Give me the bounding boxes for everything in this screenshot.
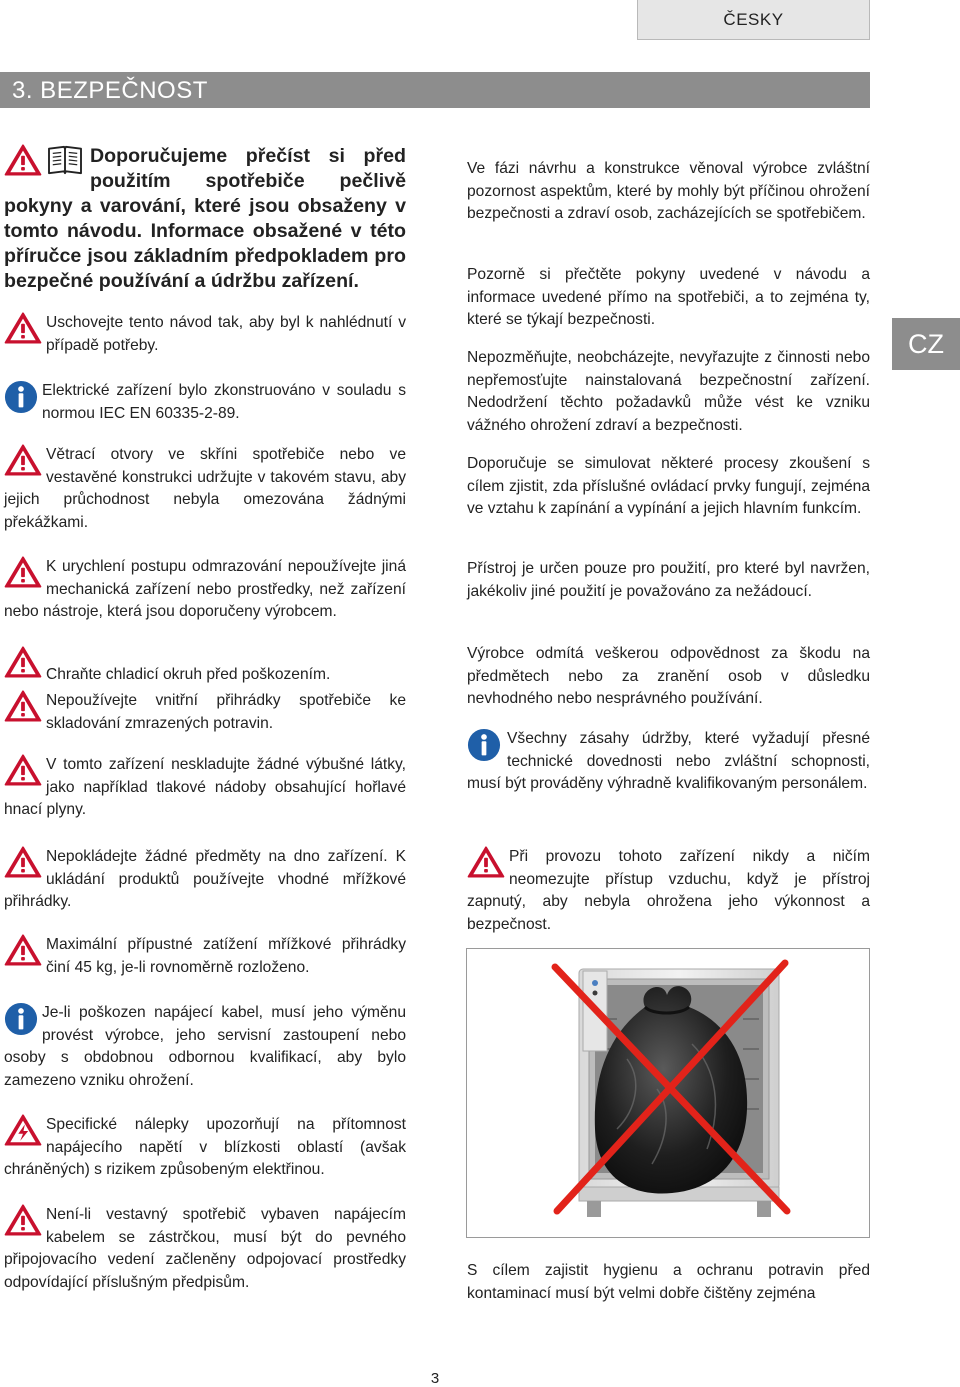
safety-item-text: Větrací otvory ve skříni spotřebiče nebo ve vestavěné konstrukci udržujte v takovém stavu, aby jejich průchodnost nebyla omezována žádnými překážkami. xyxy=(4,446,406,531)
paragraph: Přístroj je určen pouze pro použití, pro které byl navržen, jakékoliv jiné použití je považováno za nežádoucí. xyxy=(467,560,870,600)
section-title: 3. BEZPEČNOST xyxy=(0,72,870,108)
safety-item-text: Chraňte chladicí okruh před poškozením. xyxy=(46,666,331,683)
safety-item-text: Všechny zásahy údržby, které vyžadují přesné technické dovednosti nebo zvláštní schopnosti, musí být prováděny výhradně kvalifikovaným personálem. xyxy=(467,730,870,792)
manual-book-icon xyxy=(46,144,84,176)
safety-item-text: V tomto zařízení neskladujte žádné výbušné látky, jako například tlakové nádoby obsahující hořlavé hnací plyny. xyxy=(4,756,406,818)
warning-icon xyxy=(4,934,42,966)
safety-item xyxy=(4,934,406,979)
warning-icon xyxy=(4,1204,42,1236)
warning-icon xyxy=(4,646,42,678)
safety-item xyxy=(4,312,406,357)
warning-icon xyxy=(4,144,42,176)
paragraph: Nepozměňujte, neobcházejte, nevyřazujte z činnosti nebo nepřemosťujte nainstalovaná bezpečnostní zařízení. Nedodržení těchto požadavků může vést ke vzniku vážného ohrožení zdraví a bezpečnosti. xyxy=(467,349,870,434)
paragraph: Doporučuje se simulovat některé procesy zkoušení s cílem zjistit, zda příslušné ovládací prvky fungují, zejména ve vztahu k zapínání a vypínání a jejich hlavním funkcím. xyxy=(467,455,870,517)
safety-item-text: Specifické nálepky upozorňují na přítomnost napájecího napětí v blízkosti oblastí (avšak chráněných) s rizikem způsobeným elektřinou. xyxy=(4,1116,406,1178)
safety-item xyxy=(4,690,406,735)
info-icon xyxy=(467,728,501,762)
safety-item xyxy=(4,1114,406,1182)
page-number: 3 xyxy=(430,1370,440,1387)
info-icon xyxy=(4,1002,38,1036)
safety-item-text: Je-li poškozen napájecí kabel, musí jeho výměnu provést výrobce, jeho servisní zastoupení nebo osoby s obdobnou odbornou kvalifikací, aby bylo zamezeno vzniku ohrožení. xyxy=(4,1004,406,1089)
warning-icon xyxy=(4,846,42,878)
paragraph: Výrobce odmítá veškerou odpovědnost za škodu na předmětech nebo za zranění osob v důsledku nevhodného nebo nesprávného používání. xyxy=(467,645,870,707)
paragraph: Pozorně si přečtěte pokyny uvedené v návodu a informace uvedené přímo na spotřebiči, a to zejména ty, které se týkají bezpečnosti. xyxy=(467,266,870,328)
safety-item xyxy=(4,754,406,822)
electric-hazard-icon xyxy=(4,1114,42,1146)
safety-item-text: Maximální přípustné zatížení mřížkové přihrádky činí 45 kg, je-li rovnoměrně rozloženo. xyxy=(46,936,406,976)
safety-item xyxy=(4,1002,406,1092)
warning-icon xyxy=(467,846,505,878)
warning-icon xyxy=(4,312,42,344)
safety-item-text: Nepoužívejte vnitřní přihrádky spotřebiče ke skladování zmrazených potravin. xyxy=(46,692,406,732)
safety-item xyxy=(4,444,406,534)
safety-item xyxy=(4,1204,406,1294)
warning-icon xyxy=(4,690,42,722)
safety-item-text: Elektrické zařízení bylo zkonstruováno v souladu s normou IEC EN 60335-2-89. xyxy=(42,382,406,422)
safety-item-text: K urychlení postupu odmrazování nepoužívejte jiná mechanická zařízení nebo prostředky, než zařízení nebo nástroje, která jsou doporučeny výrobcem. xyxy=(4,558,406,620)
safety-item xyxy=(467,846,870,936)
language-tab: ČESKY xyxy=(637,0,870,40)
warning-icon xyxy=(4,556,42,588)
warning-icon xyxy=(4,444,42,476)
info-icon xyxy=(4,380,38,414)
safety-item-text: Není-li vestavný spotřebič vybaven napájecím kabelem se zástrčkou, musí být do pevného připojovacího vedení začleněny odpojovací prostředky odpovídající příslušným předpisům. xyxy=(4,1206,406,1291)
paragraph: S cílem zajistit hygienu a ochranu potravin před kontaminací musí být velmi dobře čištěny zejména xyxy=(467,1262,870,1302)
safety-item-text: Nepokládejte žádné předměty na dno zařízení. K ukládání produktů používejte vhodné mřížkové přihrádky. xyxy=(4,848,406,910)
forbidden-bag-illustration xyxy=(466,948,870,1238)
safety-item-text: Uschovejte tento návod tak, aby byl k nahlédnutí v případě potřeby. xyxy=(46,314,406,354)
safety-item xyxy=(4,556,406,624)
country-code-tab: CZ xyxy=(892,318,960,370)
intro-text: Doporučujeme přečíst si před použitím spotřebiče pečlivě pokyny a varování, které jsou obsaženy v tomto návodu. Informace obsažené v této příručce jsou základním předpokladem pro bezpečné používání a údržbu zařízení. xyxy=(4,145,406,292)
safety-item xyxy=(467,728,870,796)
safety-item-text: Při provozu tohoto zařízení nikdy a ničím neomezujte přístup vzduchu, když je přístroj zapnutý, aby nebyla ohrožena jeho výkonnost a bezpečnost. xyxy=(467,848,870,933)
intro-warning xyxy=(4,144,406,294)
safety-item xyxy=(4,380,406,425)
warning-icon xyxy=(4,754,42,786)
safety-item xyxy=(4,846,406,914)
paragraph: Ve fázi návrhu a konstrukce věnoval výrobce zvláštní pozornost aspektům, které by mohly být příčinou ohrožení bezpečnosti a zdraví osob, zacházejících se spotřebičem. xyxy=(467,160,870,222)
